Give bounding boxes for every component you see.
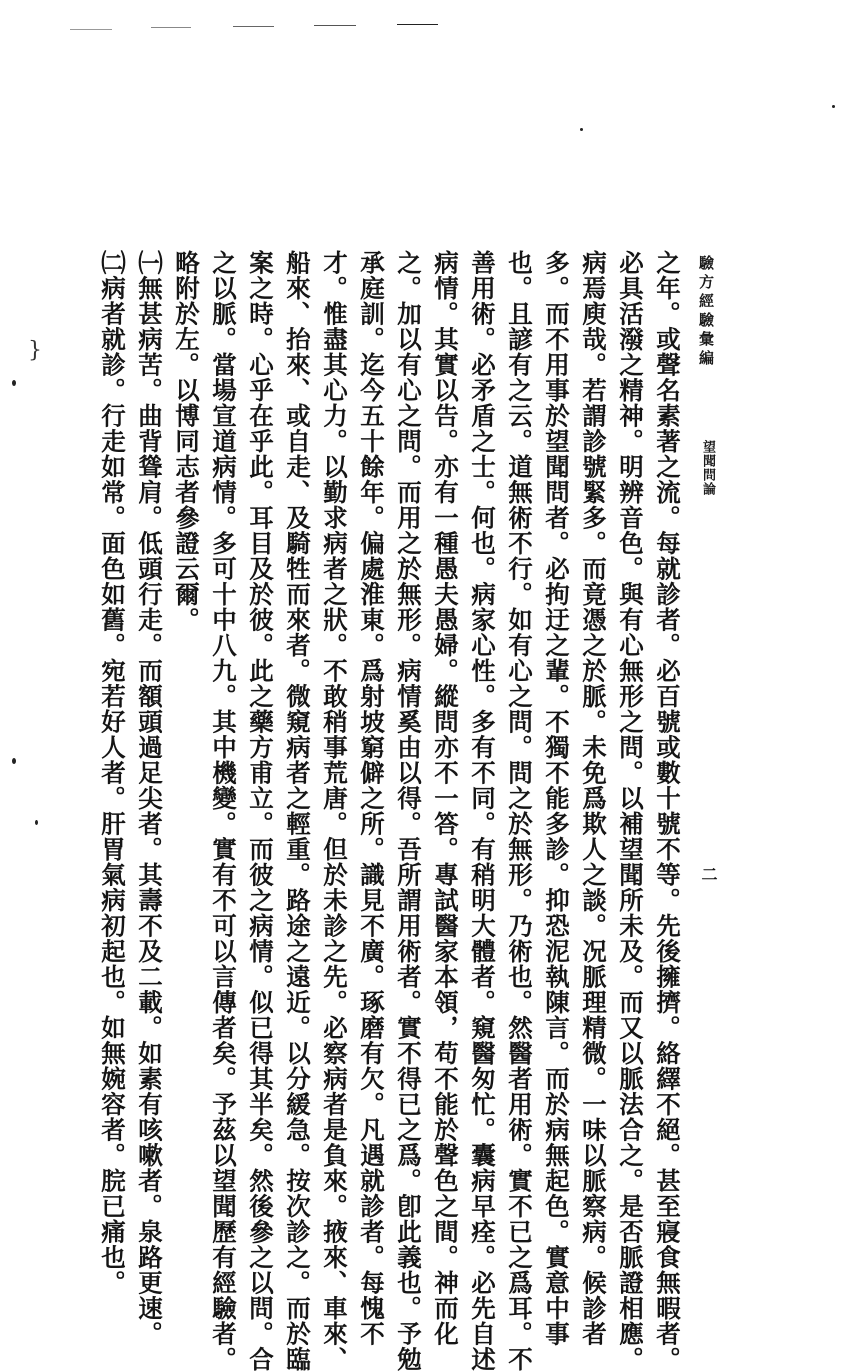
scan-artifact-rule (314, 25, 356, 26)
text-column: 承庭訓。迄今五十餘年。偏處淮東。爲射坡窮僻之所。識見不廣。琢磨有欠。凡遇就診者。每愧不 (357, 250, 386, 1347)
scan-speck (580, 128, 583, 131)
text-column: 才。惟盡其心力。以勤求病者之狀。不敢稍事荒唐。但於未診之先。必察病者是負來。掖來、車來、 (320, 250, 349, 1372)
list-item-2: ㈡病者就診。行走如常。面色如舊。宛若好人者。肝胃氣病初起也。如無婉容者。脘已痛也。 (98, 250, 127, 1296)
scan-speck (12, 758, 16, 764)
text-column: 也。且諺有之云。道無術不行。如有心之問。問之於無形。乃術也。然醫者用術。實不已之爲耳。不 (505, 250, 534, 1372)
section-title-header: 望聞問論 (700, 440, 715, 496)
text-column: 病焉庾哉。若謂診號緊多。而竟憑之於脈。未免爲欺人之談。况脈理精微。一味以脈察病。候診者 (579, 250, 608, 1347)
text-column: 必具活潑之精神。明辨音色。與有心無形之問。以補望聞所未及。而又以脈法合之。是否脈證相應。 (616, 250, 645, 1372)
text-column: 略附於左。以博同志者參證云爾。 (172, 250, 201, 633)
page-number: 二 (699, 866, 718, 882)
body-text (94, 250, 686, 1372)
list-item-1: ㈠無甚病苦。曲背聳肩。低頭行走。而額頭過足尖者。其壽不及二載。如素有咳嗽者。泉路更速。 (135, 250, 164, 1347)
text-column: 之年。或聲名素著之流。每就診者。必百號或數十號不等。先後擁擠。絡繹不絕。甚至寢食無暇者。 (653, 250, 682, 1372)
text-column: 多。而不用事於望聞問者。必拘迂之輩。不獨不能多診。抑恐泥執陳言。而於病無起色。實意中事 (542, 250, 571, 1347)
scan-artifact-rule (233, 26, 274, 27)
scan-artifact-rule (151, 27, 191, 28)
scan-artifact-rule (70, 29, 112, 30)
text-column: 案之時。心乎在乎此。耳目及於彼。此之藥方甫立。而彼之病情。似已得其半矣。然後參之以問。合 (246, 250, 275, 1372)
margin-bracket-mark: } (28, 338, 42, 363)
scan-speck (832, 105, 835, 108)
scan-speck (12, 380, 16, 386)
scan-speck (35, 820, 38, 825)
text-column: 之。加以有心之問。而用之於無形。病情奚由以得。吾所謂用術者。實不得已之爲。卽此義也。予勉 (394, 250, 423, 1372)
text-column: 善用術。必矛盾之士。何也。病家心性。多有不同。有稍明大體者。窺醫匆忙。囊病早痊。必先自述 (468, 250, 497, 1372)
scan-artifact-rule (397, 24, 438, 25)
book-title-header: 驗方經驗彙編 (697, 255, 715, 369)
text-column: 船來、抬來、或自走、及騎牲而來者。微窺病者之輕重。路途之遠近。以分緩急。按次診之。而於臨 (283, 250, 312, 1372)
text-column: 之以脈。當場宣道病情。多可十中八九。其中機變。實有不可以言傳者矣。予茲以望聞歷有經驗者。 (209, 250, 238, 1372)
text-column: 病情。其實以告。亦有一種愚夫愚婦。縱問亦不一答。專試醫家本領，苟不能於聲色之間。神而化 (431, 250, 460, 1347)
